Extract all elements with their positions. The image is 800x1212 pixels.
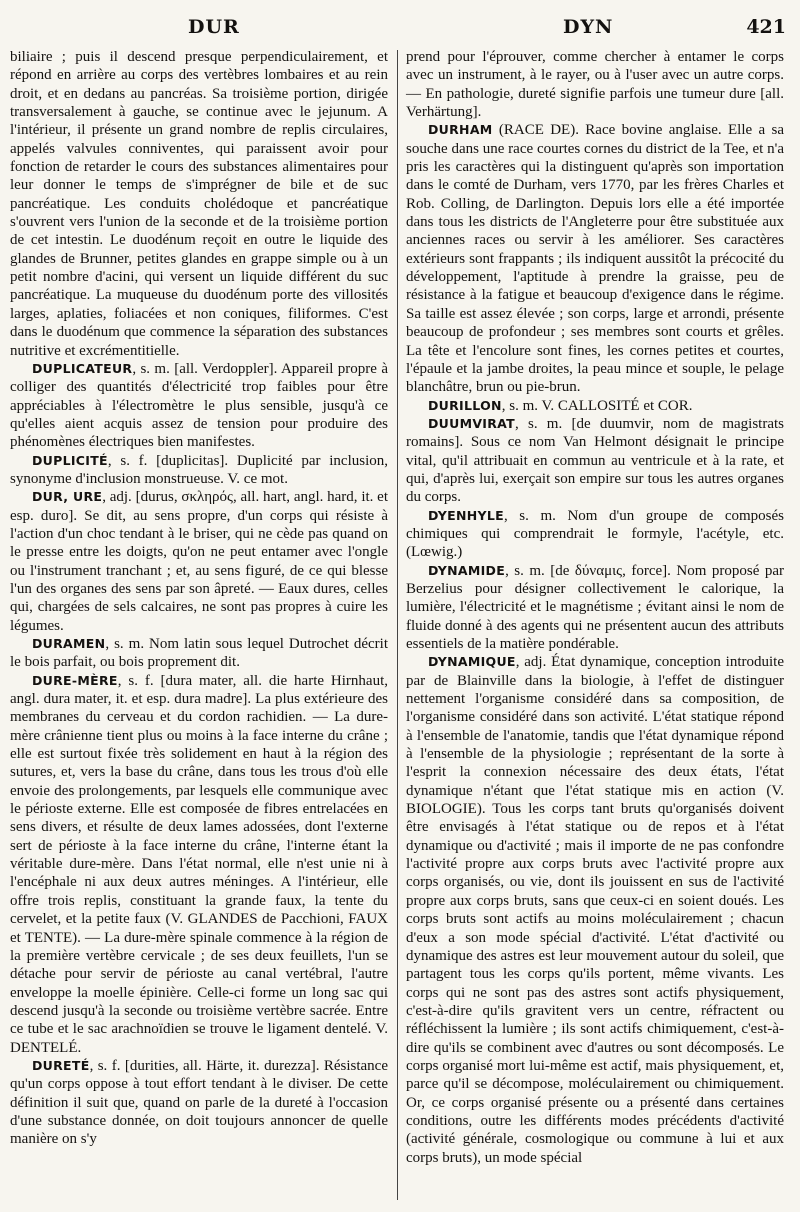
entry-text: , s. m. [de duumvir, nom de magistrats romains]. Sous ce nom Van Helmont désignait le principe vital, qu'il attribuait en commun au ventricule et à la rate, et qui, d'après lui, exerçait son empire sur tous les autres organes du corps. — [406, 415, 784, 506]
entry-headword: DYENHYLE — [428, 507, 504, 523]
entry-text: , s. f. [durities, all. Härte, it. durezza]. Résistance qu'un corps oppose à tout effort tendant à le diviser. De cette définition il suit que, quand on parle de la dureté à l'occasion d'une substance donnée, on doit toujours annoncer de quelle manière on s'y — [10, 1057, 388, 1148]
entry-text: prend pour l'éprouver, comme chercher à entamer le corps avec un instrument, à le rayer, ou à l'user avec un autre corps. — En pathologie, dureté signifie parfois une tumeur dure [all. Verhärtung]. — [406, 49, 784, 121]
entry-text: , s. f. [dura mater, all. die harte Hirnhaut, angl. dura mater, it. et esp. dura madre]. La plus extérieure des membranes du cerveau et du cordon rachidien. — La dure-mère crânienne tient plus ou moins à la face interne du crâne ; elle est surtout fixée très solidement en haut à la région des sutures, et, vers la base du crâne, dans tous les trous d'où elle envoie des prolongements, par lesquels elle communique avec le périoste externe. Elle est composée de fibres entrelacées en sens divers, et résulte de deux lames adossées, dont l'externe sert de périoste à la face interne du crâne, l'interne étant la véritable dure-mère. Dans l'état normal, elle n'est unie ni à l'encéphale ni aux deux autres méninges. A l'intérieur, elle offre trois replis, constituant la grande faux, la tente du cervelet, et la petite faux (V. GLANDES de Pacchioni, FAUX et TENTE). — La dure-mère spinale commence à la région de la première vertèbre cervicale ; de ses deux feuillets, l'un se détache pour servir de périoste au canal vertébral, l'autre enveloppe la moelle épinière. Celle-ci forme un long sac qui descend jusqu'à la seconde ou troisième vertèbre sacrée. Entre ce tube et le sac arachnoïdien se trouve le ligament dentelé. V. DENTELÉ. — [10, 672, 388, 1056]
entry-text: , s. m. [all. Verdoppler]. Appareil propre à colliger des quantités d'électricité trop faibles pour être appréciables à l'électromètre le plus sensible, jusqu'à ce qu'elles aient acquis assez de tension pour produire des phénomènes électriques bien manifestes. — [10, 360, 388, 451]
entry-headword: DUUMVIRAT — [428, 415, 515, 431]
page-number: 421 — [746, 16, 786, 38]
entry-headword: DURHAM — [428, 122, 493, 138]
entry-headword: DURAMEN — [32, 636, 106, 651]
entry-text: , s. m. V. CALLOSITÉ et COR. — [501, 397, 693, 414]
entry-text: biliaire ; puis il descend presque perpendiculairement, et répond en arrière au corps des vertèbres lombaires et au rein droit, et en dedans au pancréas. Sa troisième portion, dirigée transversalement à gauche, se continue avec le jejunum. A l'intérieur, il présente un grand nombre de replis circulaires, appelés valvules conniventes, qui paraissent avoir pour fonction de retarder le cours des substances alimentaires pour leur donner le temps de s'imprégner de bile et de suc pancréatique. Les conduits cholédoque et pancréatique s'ouvrent vers l'union de la seconde et de la troisième portion de cet intestin. Le duodénum reçoit en outre le liquide des glandes de Brunner, petites glandes en grappe simple ou à un petit nombre d'acini, qui versent un liquide différent du suc pancréatique. La muqueuse du duodénum porte des villosités larges, aplaties, foliacées et non coniques, filiformes. C'est dans le duodénum que commence la séparation des substances nutritive et excrémentitielle. — [10, 49, 388, 359]
dictionary-entry — [10, 360, 388, 452]
dictionary-entry — [406, 121, 784, 396]
running-head — [0, 16, 800, 46]
entry-headword: DURE-MÈRE — [32, 672, 118, 688]
entry-headword: DURILLON — [428, 397, 502, 413]
entry-headword: DUR, URE — [32, 489, 103, 505]
left-column — [10, 48, 388, 1149]
dictionary-entry — [10, 672, 388, 1057]
continued-text — [10, 48, 388, 360]
running-head-left-word: DUR — [188, 16, 240, 38]
entry-text: , s. m. Nom latin sous lequel Dutrochet décrit le bois parfait, ou bois proprement dit. — [10, 636, 388, 671]
entry-text: , s. m. [de δύναμις, force]. Nom proposé par Berzelius pour désigner collectivement le calorique, la lumière, l'électricité et le magnétisme ; évitant ainsi le nom de fluide donné à des agents qui ne présentent aucun des attributs essentiels de la matière pondérable. — [406, 562, 784, 652]
right-column — [406, 48, 784, 1167]
entry-text: , adj. État dynamique, conception introduite par de Blainville dans la biologie, à l'effet de distinguer nettement l'organisme considéré dans sa composition, de l'organisme considéré dans son activité. L'état statique répond à l'ensemble de l'anatomie, tandis que l'état dynamique répond à l'ensemble de la physiologie ; représentant de la sorte à l'esprit la connexion nécessaire des deux états, l'état dynamique n'étant que l'état statique mis en action (V. BIOLOGIE). Tous les corps tant bruts qu'organisés doivent être envisagés à l'état statique ou de repos et à l'état dynamique ou d'activité ; mais il importe de ne pas confondre l'activité propre aux corps bruts avec l'activité propre aux corps organisés, ou vie, dont ils jouissent en sus de l'activité propre aux corps bruts, sans que ceux-ci en soient doués. Les corps bruts sont actifs au moins moléculairement ; chacun d'eux a son mode spécial d'activité. L'état d'activité ou dynamique des astres est leur mouvement autour du soleil, que partagent tous les corps qu'ils portent, même vivants. Les corps qui ne sont pas des astres sont actifs physiquement, c'est-à-dire qu'ils gravitent vers un centre, réfractent ou réfléchissent la lumière ; ils sont actifs chimiquement, c'est-à-dire qu'ils se combinent avec d'autres ou sont décomposés. Le corps organisé mort lui-même est actif, mais physiquement, et, parce qu'il se décompose, moléculairement ou chimiquement. Or, ce corps organisé présente ou a présenté dans certaines conditions, outre les différents modes précédents d'activité (activité générale, cosmologique ou commune à lui et aux corps bruts), un mode spécial — [406, 654, 784, 1166]
continued-text — [406, 48, 784, 121]
dictionary-entry — [10, 452, 388, 489]
dictionary-entry — [406, 562, 784, 654]
entry-text: , s. f. [duplicitas]. Duplicité par inclusion, synonyme d'inclusion monstrueuse. V. ce mot. — [10, 452, 388, 487]
dictionary-entry — [406, 415, 784, 507]
entry-text: , s. m. Nom d'un groupe de composés chimiques qui comprendrait le formyle, l'acétyle, etc. (Lœwig.) — [406, 507, 784, 561]
column-divider — [397, 50, 398, 1200]
running-head-center-word: DYN — [563, 16, 614, 38]
dictionary-entry — [406, 653, 784, 1167]
entry-text: , adj. [durus, σκληρός, all. hart, angl. hard, it. et esp. duro]. Se dit, au sens propre, d'un corps qui résiste à l'action d'un choc tendant à le briser, qui ne cède pas quand on le presse entre les doigts, qu'on ne peut entamer avec l'ongle ou l'instrument tranchant ; et, au sens figuré, de ce qui blesse l'un des organes des sens par son âpreté. — Eaux dures, celles qui, chargées de sels calcaires, ne sont pas propres à cuire les légumes. — [10, 489, 388, 634]
entry-headword: DUPLICITÉ — [32, 452, 108, 468]
dictionary-entry — [10, 488, 388, 635]
dictionary-entry — [406, 397, 784, 415]
dictionary-entry — [406, 507, 784, 562]
entry-headword: DYNAMIDE — [428, 562, 506, 578]
entry-headword: DYNAMIQUE — [428, 654, 516, 670]
entry-headword: DURETÉ — [32, 1057, 90, 1073]
entry-text: (RACE DE). Race bovine anglaise. Elle a sa souche dans une race courtes cornes du district de la Tee, et n'a pris les caractères qui la distinguent qu'après son importation dans le comté de Durham, vers 1770, par les frères Charles et Rob. Colling, de Darlington. Depuis lors elle a été importée dans tous les districts de l'Angleterre pour être substituée aux anciennes races ou servir à les améliorer. Ses caractères extérieurs sont frappants ; ils indiquent aussitôt la précocité du développement, l'aptitude à prendre la graisse, peu de résistance à la fatigue et beaucoup d'exigence dans le régime. Sa taille est assez élevée ; son corps, large et arrondi, présente beaucoup de profondeur ; ses membres sont courts et grêles. La tête et l'encolure sont fines, les cornes petites et courtes, l'épaule et la jambe droites, la peau mince et souple, le pelage blanchâtre, brun ou pie-brun. — [406, 122, 784, 396]
entry-headword: DUPLICATEUR — [32, 360, 133, 376]
dictionary-entry — [10, 1057, 388, 1149]
dictionary-entry — [10, 635, 388, 672]
